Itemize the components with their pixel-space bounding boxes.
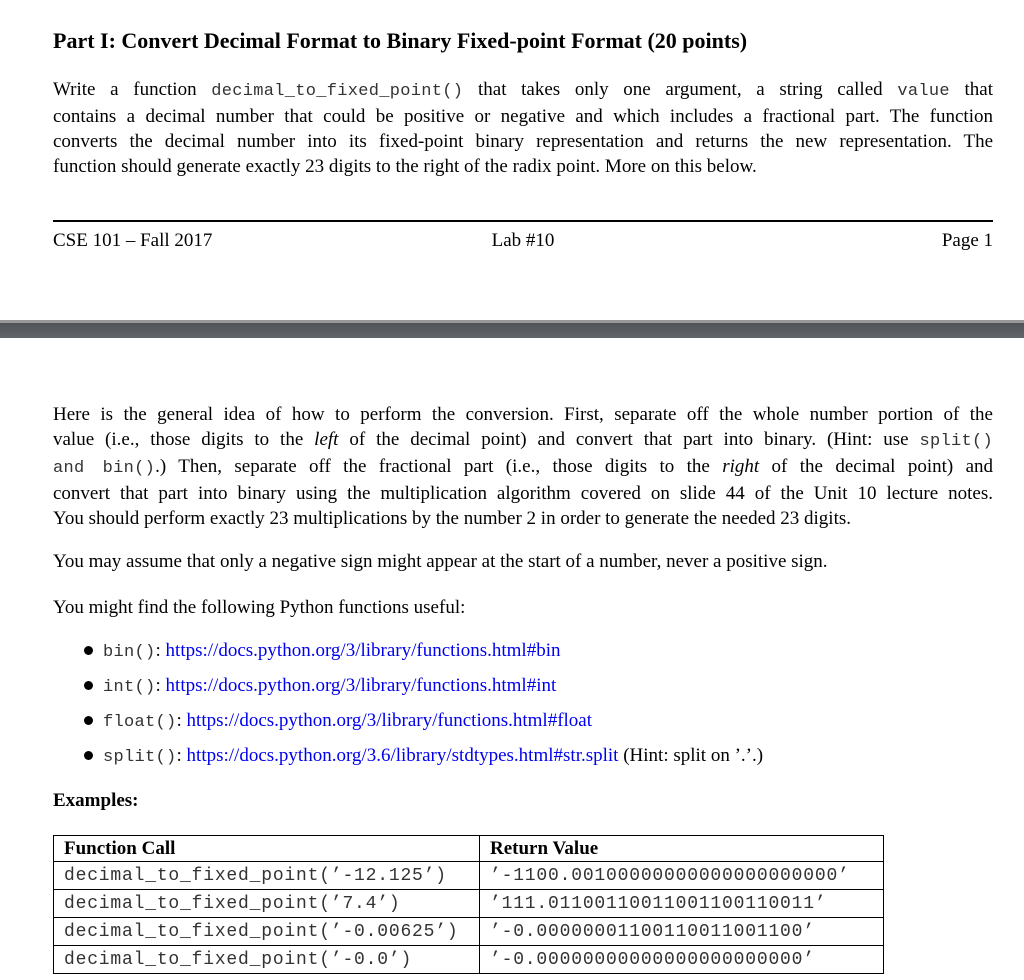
text-run: converts the decimal number into its fixed-point binary representation and returns the new representation. The <box>53 131 993 152</box>
return-value-cell <box>480 862 884 890</box>
table-row <box>54 890 884 918</box>
bullet-icon <box>84 646 93 655</box>
function-call-cell <box>54 946 480 974</box>
hint-text: (Hint: split on ’.’.) <box>618 745 764 766</box>
text-run: of the decimal point) and convert that part into binary. (Hint: use <box>338 429 920 450</box>
return-value-cell <box>480 946 884 974</box>
text-run: Write a function <box>53 79 212 100</box>
useful-functions-intro: You might find the following Python functions useful: <box>53 597 466 618</box>
text-line <box>53 104 993 129</box>
footer-lab: Lab #10 <box>491 230 555 251</box>
text-run: contains a decimal number that could be positive or negative and which includes a fractional part. The function <box>53 106 993 127</box>
text-run: that <box>949 79 994 100</box>
part1-intro-paragraph <box>53 77 993 179</box>
return-value-code: ’-0.00000000000000000000000’ <box>490 950 815 970</box>
documentation-link[interactable]: https://docs.python.org/3/library/functions.html#int <box>165 675 557 696</box>
function-call-cell <box>54 862 480 890</box>
examples-label: Examples: <box>53 790 139 811</box>
part1-heading: Part I: Convert Decimal Format to Binary Fixed-point Format (20 points) <box>53 28 748 53</box>
text-line <box>53 506 993 531</box>
inline-code: decimal_to_fixed_point() <box>211 82 464 101</box>
function-call-cell <box>54 918 480 946</box>
function-call-cell <box>54 890 480 918</box>
return-value-code: ’-0.00000001100110011001100’ <box>490 922 815 942</box>
function-call-code: decimal_to_fixed_point(’7.4’) <box>64 894 401 914</box>
text-run: of the decimal point) and <box>759 456 993 477</box>
function-list-item <box>53 743 993 778</box>
function-name: split() <box>103 748 177 767</box>
inline-code: and bin() <box>53 459 156 478</box>
documentation-link[interactable]: https://docs.python.org/3/library/functions.html#float <box>186 710 593 731</box>
footer-page-number: Page 1 <box>941 230 993 251</box>
footer-course: CSE 101 – Fall 2017 <box>53 230 213 251</box>
page-1-section <box>0 0 1024 320</box>
text-line <box>53 129 993 154</box>
text-line <box>53 154 993 179</box>
page-2-section <box>0 338 1024 980</box>
return-value-code: ’-1100.00100000000000000000000’ <box>490 866 850 886</box>
function-list-item <box>53 673 993 708</box>
table-row <box>54 862 884 890</box>
examples-table <box>53 835 884 974</box>
text-run: function should generate exactly 23 digits to the right of the radix point. More on this below. <box>53 156 757 177</box>
bullet-icon <box>84 681 93 690</box>
text-run: that takes only one argument, a string called <box>463 79 898 100</box>
bullet-icon <box>84 751 93 760</box>
text-line <box>53 402 993 427</box>
function-list-item <box>53 638 993 673</box>
sign-assumption-text: You may assume that only a negative sign might appear at the start of a number, never a positive sign. <box>53 551 828 572</box>
text-run: .) Then, separate off the fractional part (i.e., those digits to the <box>155 456 723 477</box>
text-line <box>53 454 993 481</box>
bullet-icon <box>84 716 93 725</box>
documentation-link[interactable]: https://docs.python.org/3/library/functions.html#bin <box>165 640 561 661</box>
separator-text: : <box>176 710 187 731</box>
function-name: int() <box>103 678 156 697</box>
text-line <box>53 481 993 506</box>
function-name: float() <box>103 713 177 732</box>
text-run: You should perform exactly 23 multiplications by the number 2 in order to generate the needed 23 digits. <box>53 508 852 529</box>
text-run: Here is the general idea of how to perform the conversion. First, separate off the whole number portion of the <box>53 404 993 425</box>
table-header-row <box>54 836 884 862</box>
conversion-instructions-paragraph <box>53 402 993 531</box>
separator-text: : <box>176 745 187 766</box>
function-call-code: decimal_to_fixed_point(’-12.125’) <box>64 866 447 886</box>
emphasis-text: right <box>722 456 760 477</box>
table-row <box>54 946 884 974</box>
page-footer <box>53 230 993 256</box>
table-header-function-call: Function Call <box>54 836 480 862</box>
inline-code: value <box>897 82 950 101</box>
emphasis-text: left <box>314 429 339 450</box>
separator-text: : <box>155 675 166 696</box>
function-call-code: decimal_to_fixed_point(’-0.0’) <box>64 950 413 970</box>
text-line <box>53 77 993 104</box>
inline-code: split() <box>919 432 993 451</box>
return-value-cell <box>480 918 884 946</box>
function-call-code: decimal_to_fixed_point(’-0.00625’) <box>64 922 459 942</box>
function-list-item <box>53 708 993 743</box>
useful-functions-list <box>53 638 993 778</box>
return-value-cell <box>480 890 884 918</box>
table-row <box>54 918 884 946</box>
text-run: convert that part into binary using the multiplication algorithm covered on slide 44 of the Unit 10 lecture notes. <box>53 483 993 504</box>
footer-rule <box>53 220 993 222</box>
documentation-link[interactable]: https://docs.python.org/3.6/library/stdtypes.html#str.split <box>186 745 619 766</box>
separator-text: : <box>155 640 166 661</box>
return-value-code: ’111.01100110011001100110011’ <box>490 894 827 914</box>
text-run: value (i.e., those digits to the <box>53 429 315 450</box>
function-name: bin() <box>103 643 156 662</box>
page-separator <box>0 320 1024 338</box>
table-header-return-value: Return Value <box>480 836 884 862</box>
text-line <box>53 427 993 454</box>
